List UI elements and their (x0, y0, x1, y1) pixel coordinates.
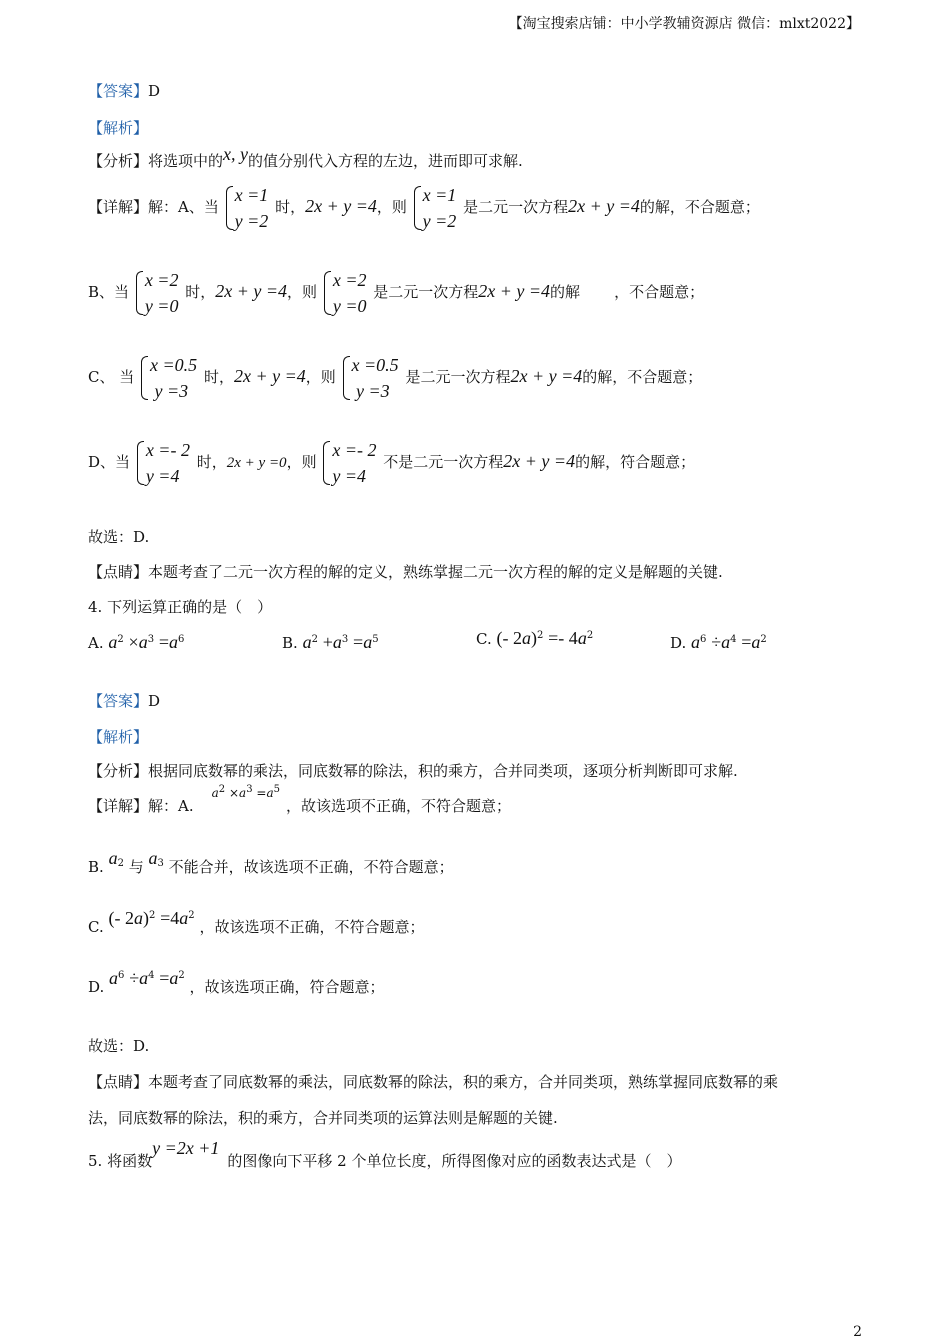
dianjing-line: 【点睛】本题考查了二元一次方程的解的定义，熟练掌握二元一次方程的解的定义是解题的关键. (88, 563, 723, 581)
detail-4a: 【详解】解：A.$^{a^2 \times a^3 =a^5}$，故该选项不正确，不符合题意； (88, 784, 511, 815)
question-4: 4. 下列运算正确的是（ ） (88, 598, 273, 616)
analysis-tag-4: 【解析】 (88, 728, 149, 746)
detail-4b: B. $a^2$ 与 $a^3$ 不能合并，故该选项不正确，不符合题意； (88, 848, 454, 876)
equation-system: x =- 2 y =4 (323, 437, 376, 489)
answer-line: 【答案】D (88, 82, 161, 100)
page-header: 【淘宝搜索店铺：中小学教辅资源店 微信：mlxt2022】 (508, 16, 860, 32)
equation-system: x =0.5 y =3 (343, 352, 399, 404)
detail-line-a: 【详解】解：A、当 x =1 y =2 时，2x + y =4，则 x =1 y =2 是二元一次方程2x + y =4的解，不合题意； (88, 182, 760, 234)
equation-system: x =1 y =2 (414, 182, 457, 234)
equation-system: x =- 2 y =4 (137, 437, 190, 489)
detail-4d: D. $a^6 \div a^4 =a^2$ ，故该选项正确，符合题意； (88, 968, 385, 996)
detail-line-d: D、当 x =- 2 y =4 时，2x + y =0，则 x =- 2 y =4 不是二元一次方程2x + y =4的解，符合题意； (88, 437, 695, 489)
answer-line-4: 【答案】D (88, 692, 161, 710)
choose-line: 故选：D. (88, 528, 150, 546)
option-d: D. $a^6 \div a^4 =a^2$ (670, 632, 767, 652)
detail-4c: C. (- $2a)^2 =4a^2$ ，故该选项不正确，不符合题意； (88, 908, 425, 936)
option-a: A. $a^2 \times a^3 =a^6$ (88, 632, 185, 652)
dianjing-4-line1: 【点睛】本题考查了同底数幂的乘法，同底数幂的除法，积的乘方，合并同类项，熟练掌握同底数幂的乘 (88, 1073, 779, 1091)
equation-system: x =0.5 y =3 (141, 352, 197, 404)
option-c: C. (- $2a)^2 =- 4a^2$ (476, 628, 594, 648)
analysis-tag: 【解析】 (88, 119, 149, 137)
dianjing-4-line2: 法，同底数幂的除法，积的乘方，合并同类项的运算法则是解题的关键. (88, 1109, 558, 1127)
equation-system: x =2 y =0 (324, 267, 367, 319)
equation-system: x =2 y =0 (136, 267, 179, 319)
fenxi-line: 【分析】将选项中的x, y的值分别代入方程的左边，进而即可求解. (88, 144, 523, 170)
equation-system: x =1 y =2 (226, 182, 269, 234)
question-5: 5. 将函数y =2x +1的图像向下平移 2 个单位长度，所得图像对应的函数表达式是（ ） (88, 1138, 682, 1170)
fenxi-line-4: 【分析】根据同底数幂的乘法，同底数幂的除法，积的乘方，合并同类项，逐项分析判断即可求解. (88, 762, 738, 780)
option-b: B. $a^2 +a^3 =a^5$ (282, 632, 379, 652)
detail-line-c: C、 当 x =0.5 y =3 时，2x + y =4，则 x =0.5 y =3 是二元一次方程2x + y =4的解，不合题意； (88, 352, 702, 404)
choose-line-4: 故选：D. (88, 1037, 150, 1055)
page-number: 2 (853, 1324, 862, 1340)
detail-line-b: B、当 x =2 y =0 时，2x + y =4，则 x =2 y =0 是二元一次方程2x + y =4的解 ，不合题意； (88, 267, 704, 319)
